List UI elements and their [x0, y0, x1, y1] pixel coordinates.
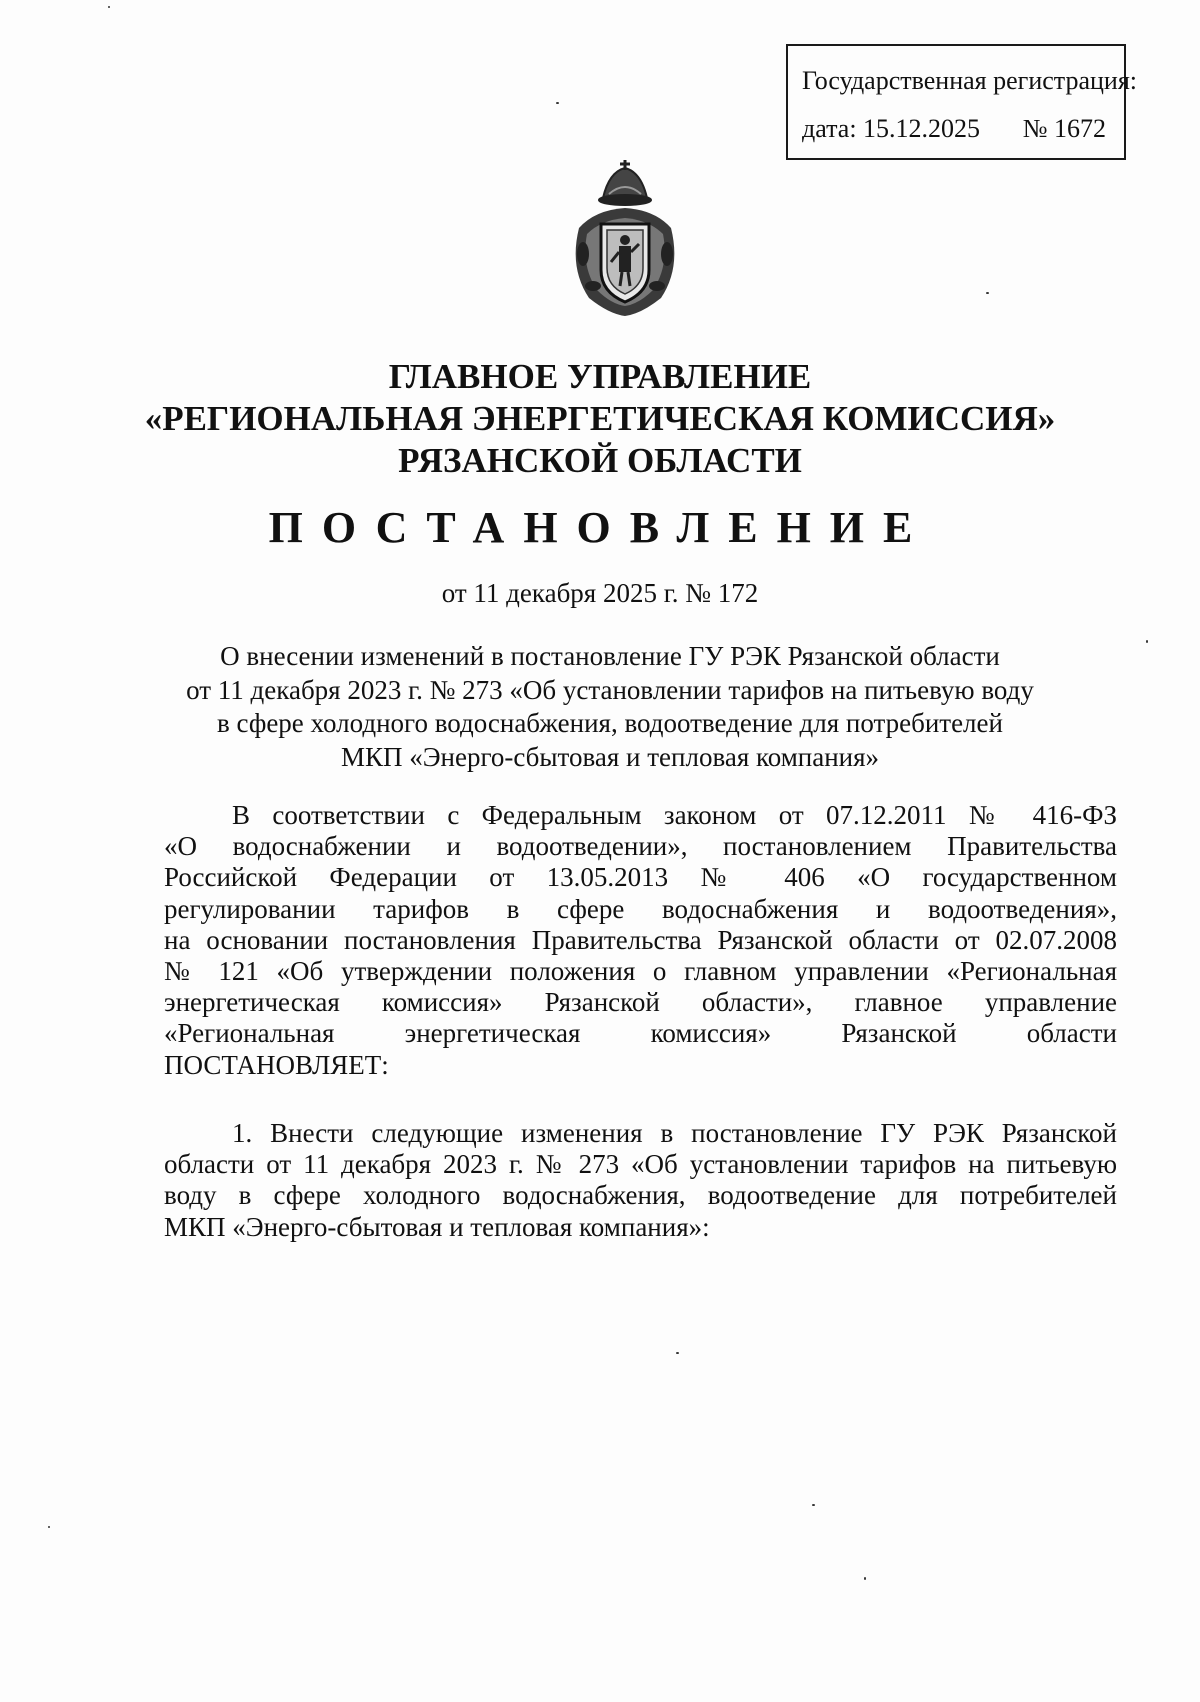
scan-speck — [108, 6, 110, 8]
subject-line: МКП «Энерго-сбытовая и тепловая компания» — [340, 741, 880, 772]
registration-date: дата: 15.12.2025 — [802, 114, 981, 143]
item-1-paragraph — [164, 1118, 1117, 1243]
item-1-line: МКП «Энерго-сбытовая и тепловая компания»: — [164, 1211, 710, 1242]
preamble-line: «О водоснабжении и водоотведении», постановлением Правительства — [164, 831, 1117, 862]
decree-subject — [180, 640, 1040, 774]
coat-of-arms-icon — [559, 158, 691, 318]
preamble-line: Российской Федерации от 13.05.2013 № 406 «О государственном — [164, 862, 1117, 893]
preamble-paragraph — [164, 800, 1117, 1081]
preamble-line: В соответствии с Федеральным законом от 07.12.2011 № 416-ФЗ — [232, 800, 1117, 830]
resolve-keyword: ПОСТАНОВЛЯЕТ: — [164, 1049, 389, 1080]
preamble-line: энергетическая комиссия» Рязанской области», главное управление — [164, 987, 1117, 1018]
item-1-line: воду в сфере холодного водоснабжения, водоотведение для потребителей — [164, 1180, 1117, 1211]
scan-speck — [48, 1526, 50, 1528]
item-1-line: области от 11 декабря 2023 г. № 273 «Об установлении тарифов на питьевую — [164, 1149, 1117, 1180]
preamble-line: на основании постановления Правительства Рязанской области от 02.07.2008 — [164, 924, 1117, 955]
decree-date-number: от 11 декабря 2025 г. № 172 — [441, 578, 759, 608]
registration-number: № 1672 — [1022, 114, 1106, 143]
document-type-heading: ПОСТАНОВЛЕНИЕ — [268, 503, 932, 552]
registration-title: Государственная регистрация: — [802, 66, 1138, 95]
preamble-line: регулировании тарифов в сфере водоснабжения и водоотведения», — [164, 893, 1117, 924]
scan-speck — [812, 1504, 815, 1506]
org-name-line-2: «РЕГИОНАЛЬНАЯ ЭНЕРГЕТИЧЕСКАЯ КОМИССИЯ» — [144, 399, 1056, 438]
org-name-line-1: ГЛАВНОЕ УПРАВЛЕНИЕ — [388, 357, 812, 396]
subject-line: в сфере холодного водоснабжения, водоотведение для потребителей — [217, 708, 1003, 738]
scan-speck — [986, 292, 989, 294]
scan-speck — [556, 102, 559, 104]
registration-stamp — [786, 44, 1138, 160]
preamble-line: № 121 «Об утверждении положения о главном управлении «Региональная — [164, 955, 1117, 986]
scan-speck — [676, 1352, 679, 1354]
org-name-line-3: РЯЗАНСКОЙ ОБЛАСТИ — [398, 441, 802, 480]
scan-speck — [1146, 640, 1148, 643]
item-1-line: 1. Внести следующие изменения в постановление ГУ РЭК Рязанской — [232, 1118, 1117, 1148]
subject-line: О внесении изменений в постановление ГУ РЭК Рязанской области — [220, 641, 1000, 671]
scan-speck — [864, 1577, 866, 1580]
preamble-line: «Региональная энергетическая комиссия» Рязанской области — [164, 1018, 1117, 1049]
subject-line: от 11 декабря 2023 г. № 273 «Об установлении тарифов на питьевую воду — [186, 674, 1034, 705]
